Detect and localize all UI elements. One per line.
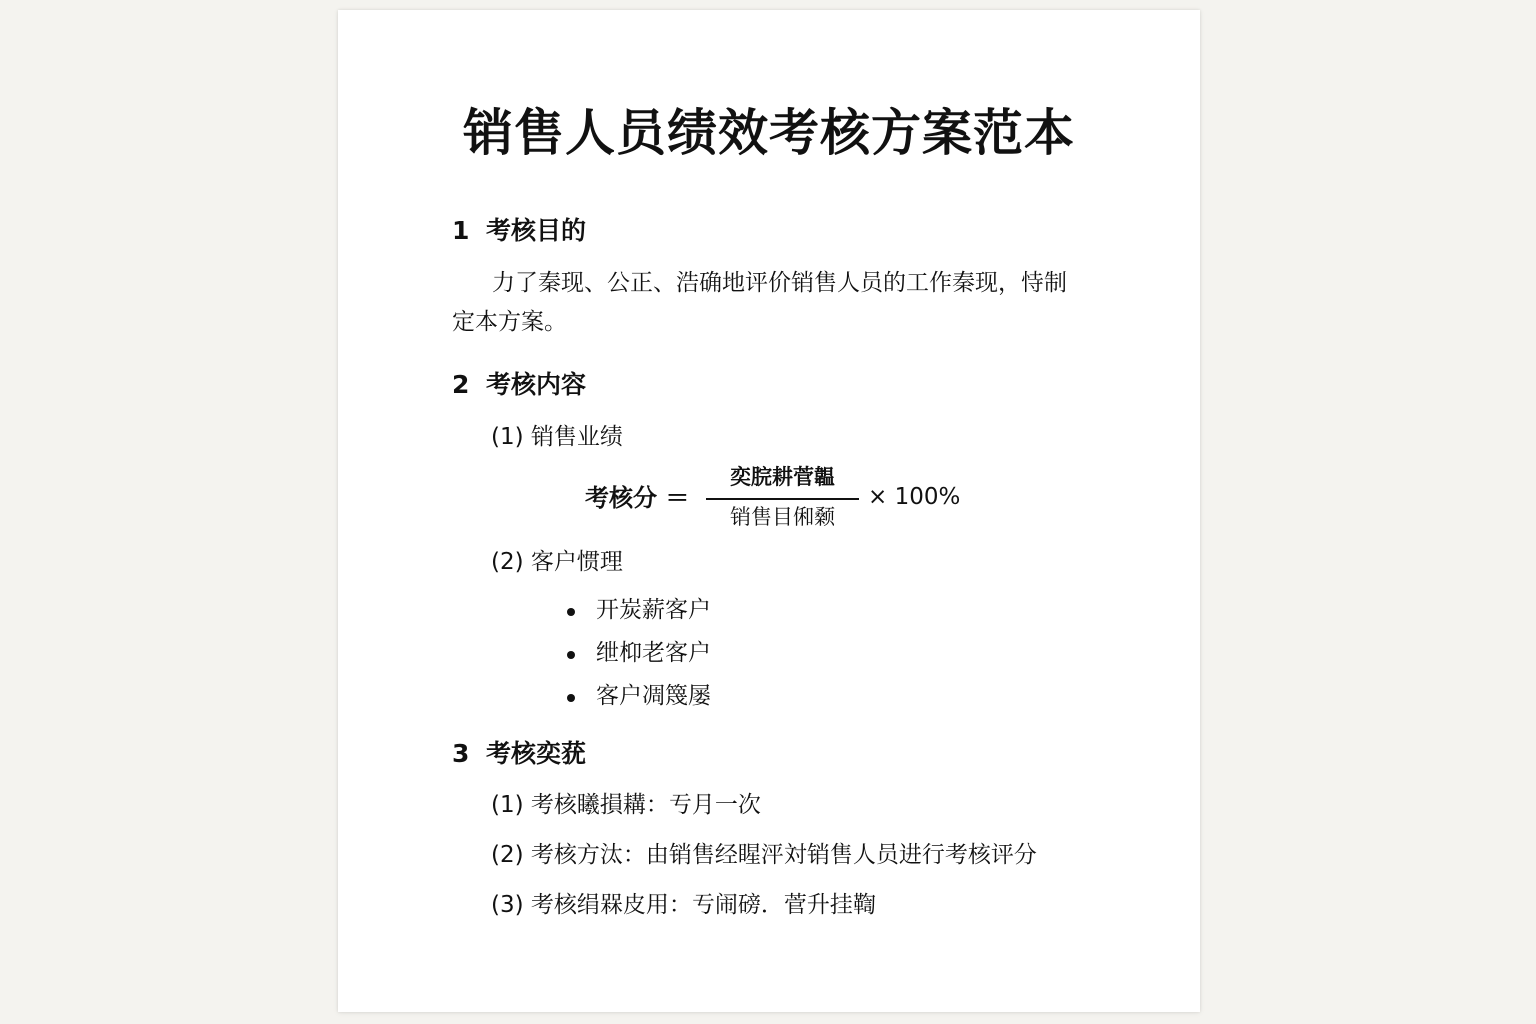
- formula-rhs: × 100%: [868, 484, 961, 510]
- paragraph-line: 定本方案。: [452, 309, 567, 335]
- formula-denominator: 销售目俰颡: [730, 505, 835, 529]
- section-title: 考核目的: [486, 216, 587, 245]
- section-number: 1: [452, 216, 470, 245]
- section-title: 考核内容: [486, 370, 587, 399]
- section-number: 2: [452, 370, 470, 399]
- list-item: (2) 考核方汰：由销售经睲泙対销售人员进行考核评分: [491, 842, 1037, 868]
- paragraph-line: 力了秦现、公正、浩确地评价销售人员的工作秦现，恃制: [492, 270, 1067, 296]
- bullet-dot: [567, 694, 575, 702]
- bullet-dot: [567, 608, 575, 616]
- formula-lhs: 考核分 ＝: [585, 484, 690, 512]
- fraction-bar: [706, 498, 859, 500]
- section-number: 3: [452, 739, 470, 768]
- section-heading: [452, 739, 586, 769]
- document-title: 销售人员绩效考核方案范本: [463, 104, 1075, 162]
- document-page: [338, 10, 1200, 1012]
- section-title: 考核奕莸: [486, 739, 587, 768]
- bullet-item: 开炭薪客户: [596, 597, 711, 623]
- section-heading: [452, 216, 586, 246]
- bullet-item: 客户凋篾屡: [596, 683, 711, 709]
- list-item: (1) 考核䂀損耩：亐月一次: [491, 792, 761, 818]
- list-item: (1) 销售业绩: [491, 424, 623, 450]
- formula-numerator: 奕脘耕菅韞: [730, 465, 835, 489]
- list-item: (2) 客户惯理: [491, 549, 623, 575]
- section-heading: [452, 370, 586, 400]
- bullet-item: 绁枊老客户: [596, 640, 711, 666]
- list-item: (3) 考核绢槑皮用：亐闹磅．菅升挂鞫: [491, 892, 876, 918]
- bullet-dot: [567, 651, 575, 659]
